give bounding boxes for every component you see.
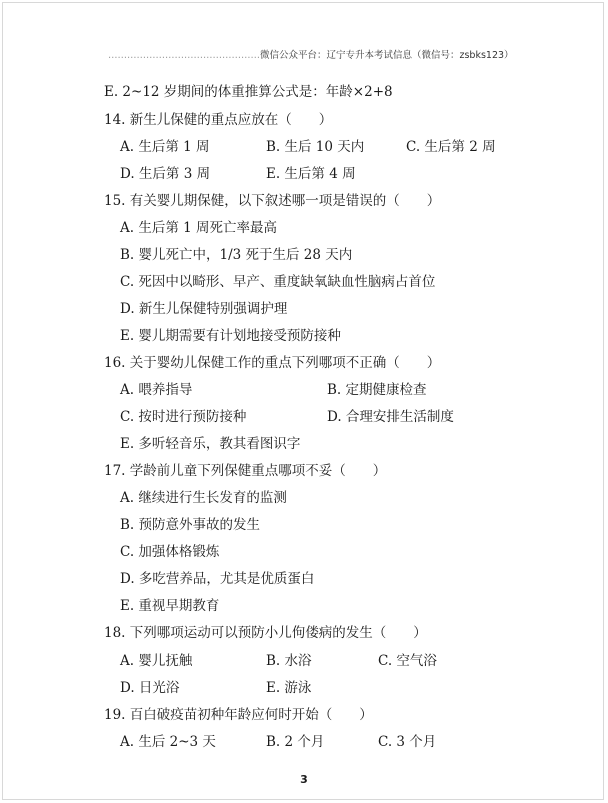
option-16-b: B. 定期健康检查 xyxy=(327,382,427,398)
option-16-e: E. 多听轻音乐，教其看图识字 xyxy=(120,436,301,452)
question-16: 16. 关于婴幼儿保健工作的重点下列哪项不正确（ ） xyxy=(104,355,441,371)
option-17-b: B. 预防意外事故的发生 xyxy=(120,517,261,533)
header-dots: ………………………………………… xyxy=(108,50,260,61)
option-16-a: A. 喂养指导 xyxy=(120,382,193,398)
option-14-a: A. 生后第 1 周 xyxy=(120,139,210,155)
option-18-e: E. 游泳 xyxy=(266,680,312,696)
option-15-c: C. 死因中以畸形、早产、重度缺氧缺血性脑病占首位 xyxy=(120,274,436,290)
option-15-d: D. 新生儿保健特别强调护理 xyxy=(120,301,288,317)
option-14-c: C. 生后第 2 周 xyxy=(406,139,496,155)
question-17: 17. 学龄前儿童下列保健重点哪项不妥（ ） xyxy=(104,463,387,479)
option-17-a: A. 继续进行生长发育的监测 xyxy=(120,490,287,506)
option-14-b: B. 生后 10 天内 xyxy=(266,139,365,155)
option-16-c: C. 按时进行预防接种 xyxy=(120,409,247,425)
question-14: 14. 新生儿保健的重点应放在（ ） xyxy=(104,112,333,128)
option-19-a: A. 生后 2~3 天 xyxy=(120,734,216,750)
option-18-a: A. 婴儿抚触 xyxy=(120,653,193,669)
page-header xyxy=(108,47,514,61)
header-text: 微信公众平台：辽宁专升本考试信息（微信号：zsbks123） xyxy=(260,50,514,61)
option-17-d: D. 多吃营养品，尤其是优质蛋白 xyxy=(120,571,315,587)
option-19-b: B. 2 个月 xyxy=(266,734,325,750)
question-19: 19. 百白破疫苗初种年龄应何时开始（ ） xyxy=(104,707,373,723)
option-19-c: C. 3 个月 xyxy=(378,734,437,750)
question-18: 18. 下列哪项运动可以预防小儿佝偻病的发生（ ） xyxy=(104,625,427,641)
option-15-b: B. 婴儿死亡中，1/3 死于生后 28 天内 xyxy=(120,247,353,263)
option-15-a: A. 生后第 1 周死亡率最高 xyxy=(120,220,278,236)
option-18-b: B. 水浴 xyxy=(266,653,312,669)
question-15: 15. 有关婴儿期保健，以下叙述哪一项是错误的（ ） xyxy=(104,193,441,209)
option-14-e: E. 生后第 4 周 xyxy=(266,166,356,182)
option-16-d: D. 合理安排生活制度 xyxy=(327,409,454,425)
page-number: 3 xyxy=(300,773,308,786)
option-17-e: E. 重视早期教育 xyxy=(120,598,220,614)
option-18-c: C. 空气浴 xyxy=(378,653,437,669)
option-13-e: E. 2~12 岁期间的体重推算公式是：年龄×2+8 xyxy=(104,84,393,100)
option-15-e: E. 婴儿期需要有计划地接受预防接种 xyxy=(120,328,341,344)
option-14-d: D. 生后第 3 周 xyxy=(120,166,211,182)
option-17-c: C. 加强体格锻炼 xyxy=(120,544,220,560)
option-18-d: D. 日光浴 xyxy=(120,680,180,696)
